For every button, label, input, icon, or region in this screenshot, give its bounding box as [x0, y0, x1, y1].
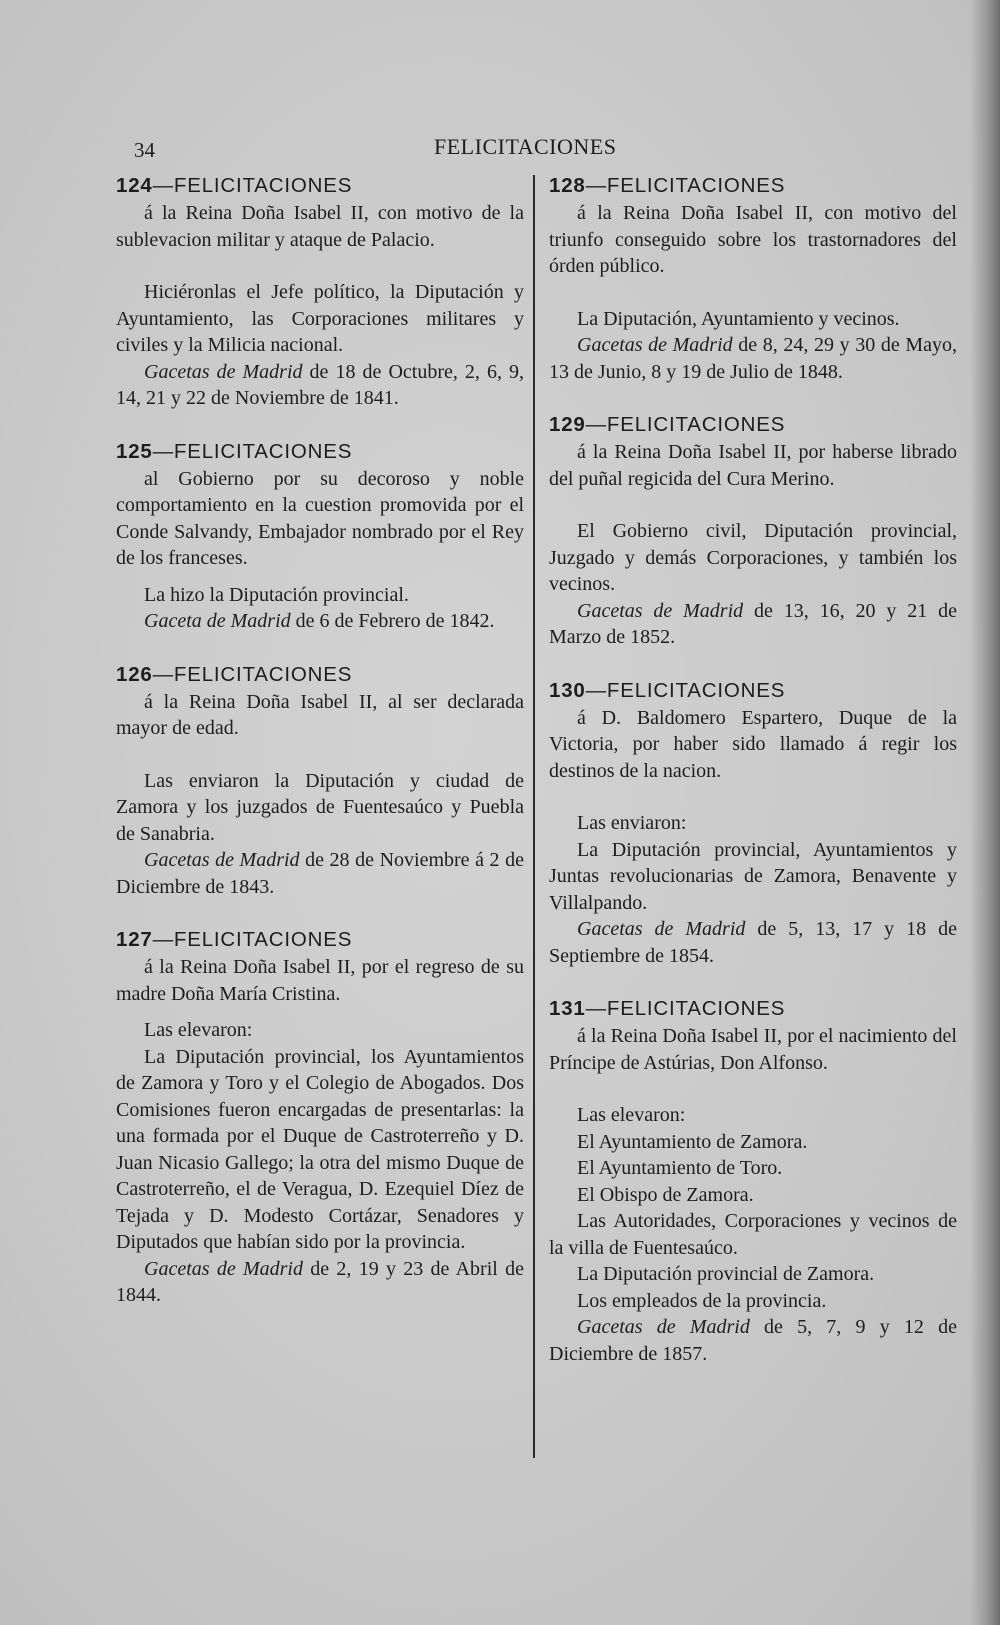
entry-127 — [116, 926, 524, 1309]
entry-heading — [549, 172, 957, 200]
entry-heading — [116, 438, 524, 466]
page-edge-shadow — [970, 0, 1000, 1625]
left-column — [116, 172, 524, 1309]
entry-source — [549, 332, 957, 385]
entry-maker-item: El Ayuntamiento de Toro. — [577, 1157, 783, 1179]
entry-source — [116, 359, 524, 412]
entry-maker-item: El Ayuntamiento de Zamora. — [577, 1130, 808, 1153]
source-dates: de 5, 13, 17 y 18 de Septiembre de 1854. — [549, 918, 957, 967]
entry-heading — [549, 411, 957, 439]
entry-number: 130 — [549, 678, 586, 702]
entry-129 — [549, 411, 957, 651]
entry-subject: á la Reina Doña Isabel II, con motivo del triunfo conseguido sobre los trastornadores del órden público. — [549, 202, 957, 277]
entry-heading — [116, 926, 524, 954]
entry-130 — [549, 677, 957, 970]
entry-source — [116, 1256, 524, 1309]
source-dates: de 18 de Octubre, 2, 6, 9, 14, 21 y 22 de Noviembre de 1841. — [116, 360, 524, 409]
entry-makers: La Diputación, Ayuntamiento y vecinos. — [577, 307, 900, 330]
source-dates: de 6 de Febrero de 1842. — [290, 610, 495, 632]
entry-heading — [549, 677, 957, 705]
entry-number: 125 — [116, 439, 153, 463]
entry-title: —FELICITACIONES — [152, 928, 353, 951]
source-publication: Gacetas de Madrid — [577, 1316, 750, 1338]
entry-number: 131 — [549, 997, 586, 1020]
entry-number: 127 — [116, 928, 153, 951]
entry-source — [549, 1314, 957, 1367]
entry-number: 128 — [549, 174, 586, 197]
source-dates: de 8, 24, 29 y 30 de Mayo, 13 de Junio, 8 y 19 de Julio de 1848. — [549, 334, 957, 383]
entry-title: —FELICITACIONES — [585, 413, 786, 436]
entry-makers: Las enviaron la Diputación y ciudad de Zamora y los juzgados de Fuentesaúco y Puebla de Sanabria. — [116, 769, 524, 845]
source-dates: de 5, 7, 9 y 12 de Diciembre de 1857. — [549, 1316, 957, 1365]
entry-maker-item: La Diputación provincial de Zamora. — [577, 1263, 875, 1285]
entry-title: —FELICITACIONES — [152, 174, 353, 197]
entry-makers-intro: Las elevaron: — [144, 1019, 253, 1041]
running-head: FELICITACIONES — [434, 134, 617, 159]
source-publication: Gacetas de Madrid — [144, 360, 303, 383]
entry-title: —FELICITACIONES — [585, 678, 786, 702]
entry-makers-intro: Las elevaron: — [577, 1104, 686, 1126]
source-publication: Gacetas de Madrid — [577, 599, 744, 622]
entry-number: 126 — [116, 662, 153, 686]
page-number: 34 — [134, 138, 155, 162]
entry-128 — [549, 172, 957, 385]
entry-makers: Hiciéronlas el Jefe político, la Diputación y Ayuntamiento, las Corporaciones militares y civiles y la Milicia nacional. — [116, 281, 524, 356]
entry-maker-item: Las Autoridades, Corporaciones y vecinos de la villa de Fuentesaúco. — [549, 1210, 957, 1259]
entry-subject: á la Reina Doña Isabel II, por haberse librado del puñal regicida del Cura Merino. — [549, 441, 957, 490]
entry-subject: al Gobierno por su decoroso y noble comportamiento en la cuestion promovida por el Conde Salvandy, Embajador nombrado por el Rey de los franceses. — [116, 467, 524, 569]
entry-number: 129 — [549, 413, 586, 436]
entry-makers-intro: Las enviaron: — [577, 812, 687, 834]
entry-title: —FELICITACIONES — [585, 174, 786, 197]
entry-makers: La Diputación provincial, Ayuntamientos y Juntas revolucionarias de Zamora, Benavente y Villalpando. — [549, 838, 957, 914]
page-header — [118, 134, 958, 164]
entry-maker-item: El Obispo de Zamora. — [577, 1183, 754, 1206]
entry-makers: El Gobierno civil, Diputación provincial, Juzgado y demás Corporaciones, y también los vecinos. — [549, 520, 957, 595]
source-publication: Gacetas de Madrid — [577, 918, 746, 940]
column-divider — [533, 175, 535, 1458]
entry-maker-item: Los empleados de la provincia. — [577, 1289, 827, 1312]
entry-makers: La hizo la Diputación provincial. — [144, 583, 409, 606]
source-publication: Gaceta de Madrid — [144, 610, 291, 632]
entry-124 — [116, 172, 524, 412]
entry-126 — [116, 661, 524, 901]
entry-131 — [549, 995, 957, 1367]
entry-heading — [549, 995, 957, 1023]
entry-subject: á D. Baldomero Espartero, Duque de la Victoria, por haber sido llamado á regir los destinos de la nacion. — [549, 706, 957, 782]
source-dates: de 28 de Noviembre á 2 de Diciembre de 1843. — [116, 849, 524, 898]
entry-heading — [116, 661, 524, 689]
right-column — [549, 172, 957, 1367]
entry-125 — [116, 438, 524, 635]
entry-makers: La Diputación provincial, los Ayuntamientos de Zamora y Toro y el Colegio de Abogados. Dos Comisiones fueron encargadas de presentarlas: la una formada por el Duque de Castroterreño y D. Juan Nicasio Gallego; la otra del mismo Duque de Castroterreño, el de Veragua, D. Ezequiel Díez de Tejada y D. Modesto Cortázar, Senadores y Diputados que habían sido por la provincia. — [116, 1045, 524, 1253]
entry-source — [116, 847, 524, 900]
source-dates: de 2, 19 y 23 de Abril de 1844. — [116, 1257, 524, 1306]
source-publication: Gacetas de Madrid — [144, 1257, 303, 1280]
source-dates: de 13, 16, 20 y 21 de Marzo de 1852. — [549, 599, 957, 648]
entry-title: —FELICITACIONES — [152, 439, 353, 463]
entry-subject: á la Reina Doña Isabel II, al ser declarada mayor de edad. — [116, 690, 524, 739]
entry-number: 124 — [116, 174, 153, 197]
source-publication: Gacetas de Madrid — [144, 849, 300, 871]
entry-heading — [116, 172, 524, 200]
entry-subject: á la Reina Doña Isabel II, por el nacimiento del Príncipe de Astúrias, Don Alfonso. — [549, 1025, 957, 1074]
source-publication: Gacetas de Madrid — [577, 334, 733, 356]
entry-subject: á la Reina Doña Isabel II, con motivo de la sublevacion militar y ataque de Palacio. — [116, 202, 524, 251]
entry-title: —FELICITACIONES — [152, 662, 353, 686]
entry-title: —FELICITACIONES — [585, 997, 786, 1020]
entry-source — [549, 916, 957, 969]
entry-subject: á la Reina Doña Isabel II, por el regreso de su madre Doña María Cristina. — [116, 956, 524, 1005]
entry-source — [549, 598, 957, 651]
entry-source — [116, 608, 524, 635]
